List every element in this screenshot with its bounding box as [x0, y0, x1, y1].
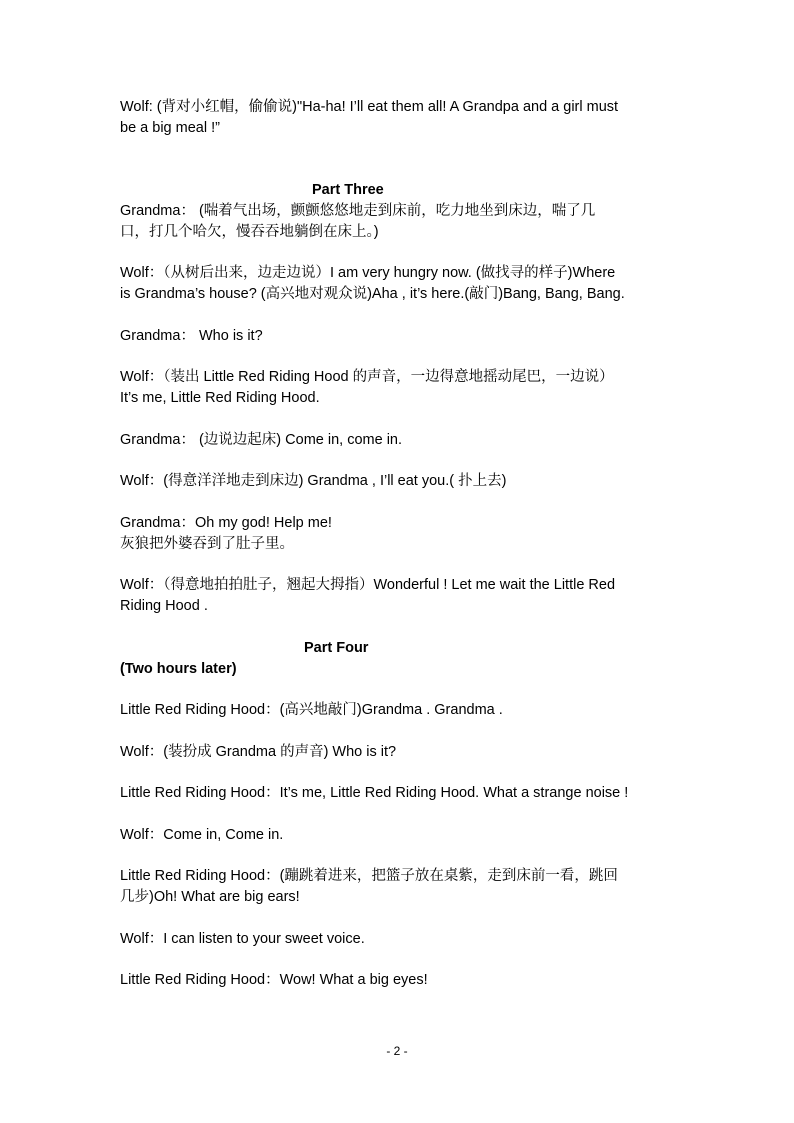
dialogue-line: 灰狼把外婆吞到了肚子里。	[120, 536, 294, 552]
dialogue-line: Wolf：Come in, Come in.	[120, 827, 284, 843]
section-heading-part-three: Part Three	[312, 182, 384, 198]
dialogue-line: Wolf：I can listen to your sweet voice.	[120, 931, 365, 947]
dialogue-line: Wolf：（装出 Little Red Riding Hood 的声音，一边得意地摇动尾巴，一边说）	[120, 369, 614, 385]
section-heading-part-four: Part Four	[304, 640, 369, 656]
dialogue-line: be a big meal !”	[120, 120, 220, 136]
dialogue-line: Wolf：（从树后出来，边走边说）I am very hungry now. (做找寻的样子)Where	[120, 265, 616, 281]
dialogue-line: Grandma：Oh my god! Help me!	[120, 515, 332, 531]
dialogue-line: Little Red Riding Hood：(高兴地敲门)Grandma . Grandma .	[120, 702, 503, 718]
dialogue-line: is Grandma’s house? (高兴地对观众说)Aha , it’s here.(敲门)Bang, Bang, Bang.	[120, 286, 625, 302]
dialogue-line: Wolf：(得意洋洋地走到床边) Grandma , I’ll eat you.( 扑上去)	[120, 473, 507, 489]
dialogue-line: Wolf：(装扮成 Grandma 的声音) Who is it?	[120, 744, 397, 760]
dialogue-line: Grandma： (边说边起床) Come in, come in.	[120, 432, 403, 448]
stage-direction-heading: (Two hours later)	[120, 661, 237, 677]
dialogue-line: Grandma： (喘着气出场，颤颤悠悠地走到床前，吃力地坐到床边，喘了几	[120, 203, 596, 219]
dialogue-line: Little Red Riding Hood：It’s me, Little Red Riding Hood. What a strange noise !	[120, 785, 629, 801]
dialogue-line: Riding Hood .	[120, 598, 208, 614]
dialogue-line: Wolf: (背对小红帽，偷偷说)"Ha-ha! I’ll eat them all! A Grandpa and a girl must	[120, 99, 619, 115]
dialogue-line: 几步)Oh! What are big ears!	[120, 889, 300, 905]
dialogue-line: 口，打几个哈欠，慢吞吞地躺倒在床上。)	[120, 224, 379, 240]
dialogue-line: Wolf：（得意地拍拍肚子，翘起大拇指）Wonderful ! Let me wait the Little Red	[120, 577, 616, 593]
dialogue-line: It’s me, Little Red Riding Hood.	[120, 390, 320, 406]
page-number: - 2 -	[386, 1044, 408, 1058]
dialogue-line: Grandma： Who is it?	[120, 328, 263, 344]
dialogue-line: Little Red Riding Hood：Wow! What a big eyes!	[120, 972, 428, 988]
dialogue-line: Little Red Riding Hood：(蹦跳着进来，把篮子放在桌紫，走到床前一看，跳回	[120, 868, 618, 884]
